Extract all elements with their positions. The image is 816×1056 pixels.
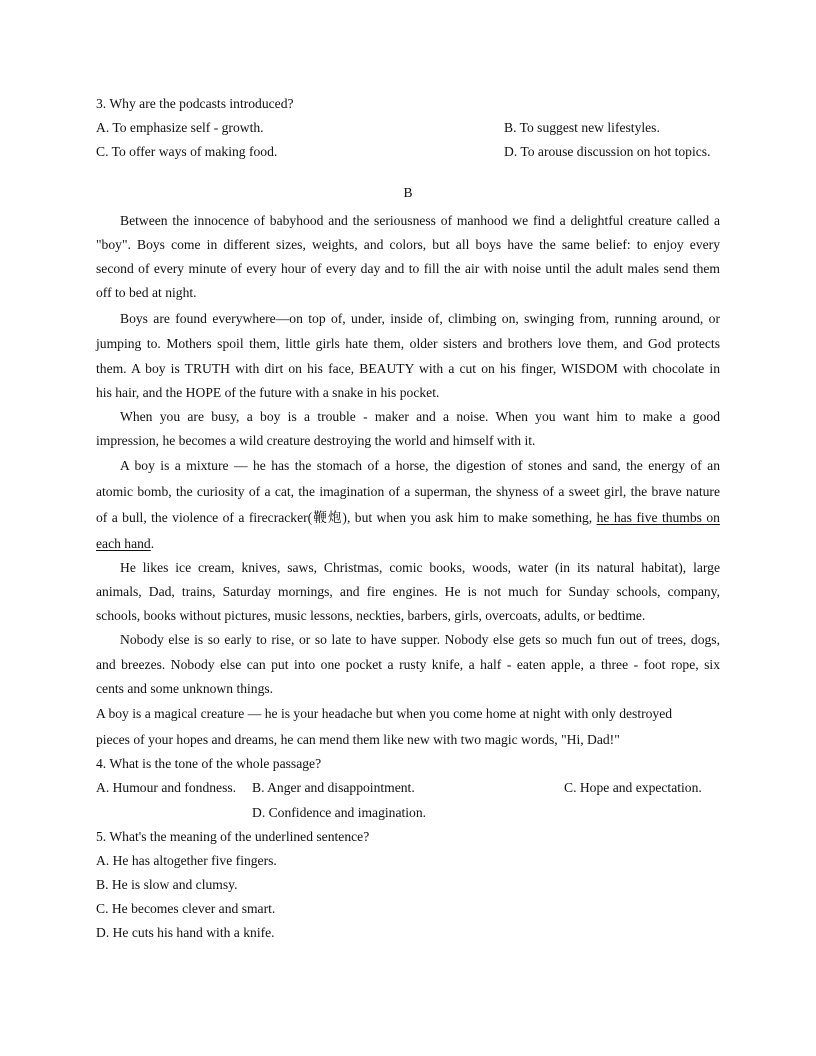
passage-p3-line-1: When you are busy, a boy is a trouble - maker and a noise. When you want him to make a good <box>120 409 720 424</box>
underlined-sentence-part-1: he has five thumbs on <box>596 510 720 525</box>
passage-p4-line-2: atomic bomb, the curiosity of a cat, the imagination of a superman, the shyness of a sweet girl, the brave nature <box>96 484 720 499</box>
passage-p6-line-2: and breezes. Nobody else can put into one pocket a rusty knife, a half - eaten apple, a three - foot rope, six <box>96 657 720 672</box>
passage-p7-line-2: pieces of your hopes and dreams, he can mend them like new with two magic words, "Hi, Dad!" <box>96 732 620 747</box>
question-3-options-row-2 <box>96 143 720 161</box>
passage-p4-line-4-end: . <box>150 536 155 551</box>
question-3-options-row-1 <box>96 119 720 137</box>
q3-option-a: A. To emphasize self - growth. <box>96 120 264 135</box>
passage-p4-line-3-text: of a bull, the violence of a firecracker(鞭炮), but when you ask him to make something, <box>96 510 597 525</box>
underlined-sentence-part-2: each hand <box>96 536 151 551</box>
passage-p1-line-1: Between the innocence of babyhood and the seriousness of manhood we find a delightful creature called a <box>120 213 720 228</box>
q4-option-d: D. Confidence and imagination. <box>252 805 427 820</box>
passage-p5-line-2: animals, Dad, trains, Saturday mornings, and fire engines. He is not much for Sunday schools, company, <box>96 584 720 599</box>
question-5: 5. What's the meaning of the underlined sentence? <box>96 829 370 844</box>
q5-option-c: C. He becomes clever and smart. <box>96 901 276 916</box>
passage-p3-line-2: impression, he becomes a wild creature destroying the world and himself with it. <box>96 433 536 448</box>
passage-p4-line-1: A boy is a mixture — he has the stomach of a horse, the digestion of stones and sand, the energy of an <box>120 458 720 473</box>
passage-p6-line-3: cents and some unknown things. <box>96 681 274 696</box>
passage-p5-line-1: He likes ice cream, knives, saws, Christmas, comic books, woods, water (in its natural habitat), large <box>120 560 720 575</box>
question-3: 3. Why are the podcasts introduced? <box>96 96 294 111</box>
passage-p2-line-3: them. A boy is TRUTH with dirt on his face, BEAUTY with a cut on his finger, WISDOM with chocolate in <box>96 361 720 376</box>
question-4-options-row-1 <box>96 779 720 797</box>
passage-p4-line-3 <box>96 509 720 527</box>
passage-p6-line-1: Nobody else is so early to rise, or so late to have supper. Nobody else gets so much fun out of trees, dogs, <box>120 632 720 647</box>
q4-option-b: B. Anger and disappointment. <box>252 780 415 795</box>
passage-p5-line-3: schools, books without pictures, music lessons, neckties, barbers, girls, overcoats, adults, or bedtime. <box>96 608 646 623</box>
passage-p1-line-3: second of every minute of every hour of every day and to fill the air with noise until the adult males send them <box>96 261 720 276</box>
question-4: 4. What is the tone of the whole passage? <box>96 756 322 771</box>
passage-p7-line-1: A boy is a magical creature — he is your headache but when you come home at night with only destroyed <box>96 706 673 721</box>
passage-p2-line-2: jumping to. Mothers spoil them, little girls hate them, older sisters and brothers love them, and God protects <box>96 336 720 351</box>
passage-p2-line-1: Boys are found everywhere—on top of, under, inside of, climbing on, swinging from, running around, or <box>120 311 720 326</box>
q5-option-d: D. He cuts his hand with a knife. <box>96 925 275 940</box>
passage-p1-line-2: "boy". Boys come in different sizes, weights, and colors, but all boys have the same belief: to enjoy every <box>96 237 720 252</box>
section-label: B <box>403 185 413 200</box>
q3-option-b: B. To suggest new lifestyles. <box>504 120 660 135</box>
passage-p1-line-4: off to bed at night. <box>96 285 197 300</box>
q5-option-b: B. He is slow and clumsy. <box>96 877 238 892</box>
passage-p2-line-4: his hair, and the HOPE of the future with a snake in his pocket. <box>96 385 440 400</box>
q5-option-a: A. He has altogether five fingers. <box>96 853 277 868</box>
q4-option-c: C. Hope and expectation. <box>564 780 702 795</box>
q4-option-a: A. Humour and fondness. <box>96 780 237 795</box>
passage-p4-line-4 <box>96 535 720 553</box>
q3-option-c: C. To offer ways of making food. <box>96 144 278 159</box>
q3-option-d: D. To arouse discussion on hot topics. <box>504 144 711 159</box>
